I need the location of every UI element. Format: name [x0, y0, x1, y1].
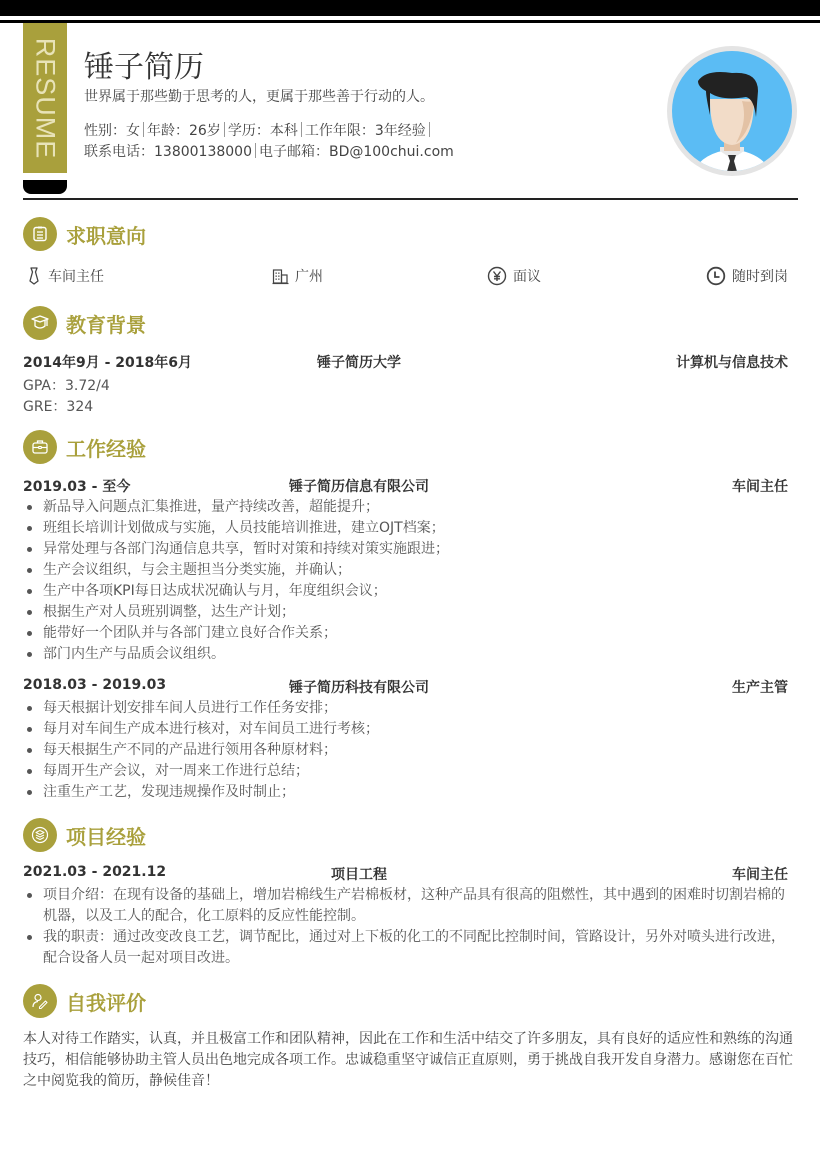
gender: 性别：女: [84, 123, 140, 139]
gre: GRE：324: [23, 399, 94, 415]
header-divider: [23, 198, 798, 200]
list-item: 异常处理与各部门沟通信息共享，暂时对策和持续对策实施跟进；: [23, 539, 793, 560]
age: 年龄：26岁: [147, 123, 221, 139]
section-header-education: [23, 306, 146, 340]
job-1-duties: [23, 497, 793, 665]
education-period: 2014年9月 - 2018年6月: [23, 355, 192, 371]
divider: [301, 122, 302, 137]
school-name: 锤子简历大学: [317, 355, 401, 371]
project-details: [23, 885, 793, 969]
section-title: 教育背景: [66, 312, 146, 337]
list-item: 能带好一个团队并与各部门建立良好合作关系；: [23, 623, 793, 644]
intent-position: 车间主任: [26, 264, 104, 288]
section-title: 求职意向: [66, 223, 146, 248]
list-item: 我的职责：通过改变改良工艺，调节配比，通过对上下板的化工的不同配比控制时间，管路设计，另外对喷头进行改进，配合设备人员一起对项目改进。: [23, 927, 793, 969]
resume-vertical-tab: [23, 23, 67, 173]
list-item: 根据生产对人员班别调整，达生产计划；: [23, 602, 793, 623]
resume-tab-cap: [23, 180, 67, 194]
gpa: GPA：3.72/4: [23, 378, 110, 394]
layers-icon: [23, 818, 57, 852]
work-years: 工作年限：3年经验: [304, 123, 426, 139]
job-period: 2018.03 - 2019.03: [23, 677, 167, 693]
list-item: 项目介绍：在现有设备的基础上，增加岩棉线生产岩棉板材，这种产品具有很高的阻燃性，其中遇到的困难时切割岩棉的机器，以及工人的配合，化工原料的反应性能控制。: [23, 885, 793, 927]
section-title: 自我评价: [66, 990, 146, 1015]
project-name: 项目工程: [331, 867, 387, 883]
list-item: 每天根据计划安排车间人员进行工作任务安排；: [23, 698, 793, 719]
list-item: 每周开生产会议，对一周来工作进行总结；: [23, 761, 793, 782]
divider: [255, 143, 256, 158]
intent-availability: 随时到岗: [706, 264, 788, 288]
personal-info-line-2: [84, 141, 454, 161]
top-bar: [0, 0, 820, 16]
divider: [224, 122, 225, 137]
phone: 联系电话：13800138000: [84, 144, 252, 160]
company-name: 锤子简历信息有限公司: [289, 479, 429, 495]
intent-city: 广州: [272, 264, 323, 288]
company-name: 锤子简历科技有限公司: [289, 680, 429, 696]
education-row: [23, 352, 788, 372]
intent-salary: 面议: [487, 264, 541, 288]
project-period: 2021.03 - 2021.12: [23, 864, 167, 880]
list-item: 班组长培训计划做成与实施，人员技能培训推进，建立OJT档案；: [23, 518, 793, 539]
email: 电子邮箱：BD@100chui.com: [258, 144, 454, 160]
divider: [143, 122, 144, 137]
building-icon: [272, 268, 289, 285]
personal-info-line-1: [84, 120, 433, 140]
avatar: [667, 46, 797, 176]
section-header-intent: [23, 217, 146, 251]
graduation-cap-icon: [23, 306, 57, 340]
section-header-work: [23, 430, 146, 464]
list-item: 每月对车间生产成本进行核对，对车间员工进行考核；: [23, 719, 793, 740]
project-role: 车间主任: [732, 867, 788, 883]
user-edit-icon: [23, 984, 57, 1018]
avatar-person-icon: [672, 51, 792, 171]
job-intent-row: [23, 264, 798, 288]
degree: 学历：本科: [227, 123, 298, 139]
list-item: 每天根据生产不同的产品进行领用各种原材料；: [23, 740, 793, 761]
major: 计算机与信息技术: [676, 355, 788, 371]
section-title: 工作经验: [66, 436, 146, 461]
resume-tab-label: RESUME: [30, 37, 61, 159]
list-item: 部门内生产与品质会议组织。: [23, 644, 793, 665]
yen-icon: [487, 266, 507, 286]
top-bar-line: [0, 20, 820, 23]
list-item: 注重生产工艺，发现违规操作及时制止；: [23, 782, 793, 803]
job-position: 生产主管: [732, 680, 788, 696]
job-row-1: [23, 476, 788, 496]
list-item: 生产会议组织，与会主题担当分类实施，并确认；: [23, 560, 793, 581]
section-title: 项目经验: [66, 824, 146, 849]
list-item: 生产中各项KPI每日达成状况确认与月，年度组织会议；: [23, 581, 793, 602]
list-item: 新品导入问题点汇集推进，量产持续改善，超能提升；: [23, 497, 793, 518]
job-position: 车间主任: [732, 479, 788, 495]
job-period: 2019.03 - 至今: [23, 479, 131, 495]
section-header-self: [23, 984, 146, 1018]
divider: [429, 122, 430, 137]
self-evaluation-text: 本人对待工作踏实，认真，并且极富工作和团队精神，因此在工作和生活中结交了许多朋友，具有良好的适应性和熟练的沟通技巧，相信能够协助主管人员出色地完成各项工作。忠诚稳重坚守诚信正直原则，勇于挑战自我开发自身潜力。感谢您在百忙之中阅览我的简历，静候佳音！: [23, 1031, 793, 1089]
briefcase-icon: [23, 430, 57, 464]
job-row-2: [23, 677, 788, 697]
project-row: [23, 864, 788, 884]
section-header-project: [23, 818, 146, 852]
candidate-name: 锤子简历: [84, 50, 204, 85]
tie-icon: [26, 267, 42, 285]
clipboard-icon: [23, 217, 57, 251]
clock-icon: [706, 266, 726, 286]
job-2-duties: [23, 698, 793, 803]
motto: 世界属于那些勤于思考的人，更属于那些善于行动的人。: [84, 89, 434, 105]
